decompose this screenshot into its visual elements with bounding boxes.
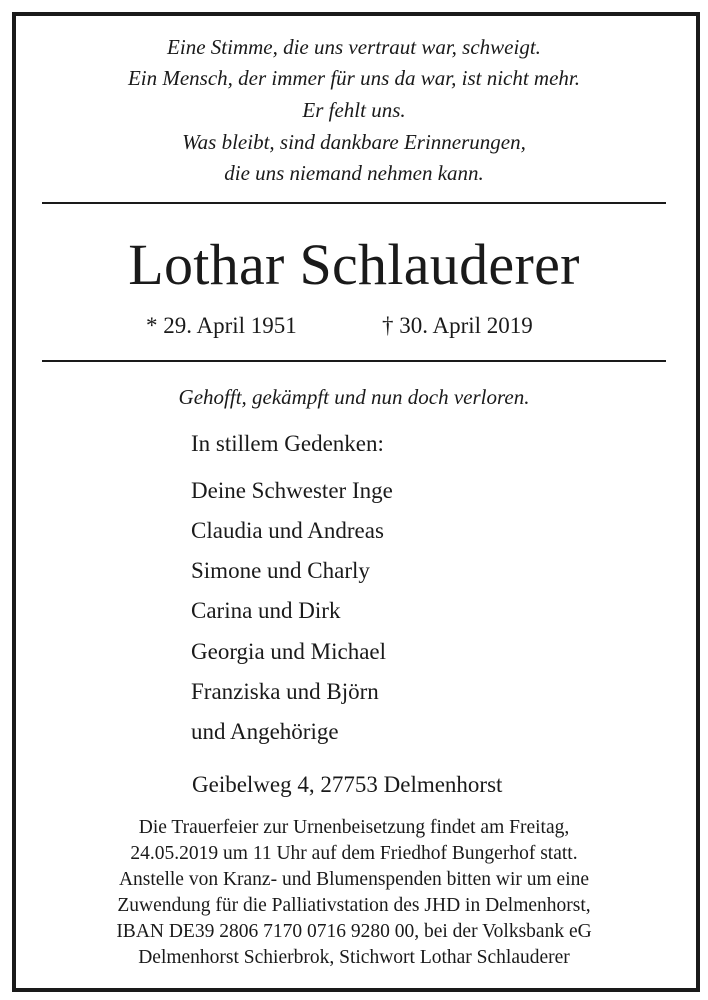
poem-line: Ein Mensch, der immer für uns da war, ist nicht mehr.: [127, 66, 581, 90]
notice-line: Die Trauerfeier zur Urnenbeisetzung findet am Freitag,: [138, 817, 570, 838]
deceased-name: Lothar Schlauderer: [128, 232, 580, 297]
notice-line: Zuwendung für die Palliativstation des JHD in Delmenhorst,: [117, 895, 591, 916]
divider-top: [42, 202, 666, 204]
notice-line: Delmenhorst Schierbrok, Stichwort Lothar Schlauderer: [138, 947, 570, 968]
poem-line: Was bleibt, sind dankbare Erinnerungen,: [182, 130, 526, 154]
mourner-name: und Angehörige: [191, 719, 339, 744]
mourner-name: Carina und Dirk: [191, 598, 341, 623]
mourner-name: Deine Schwester Inge: [191, 478, 393, 503]
poem-line: Er fehlt uns.: [302, 98, 406, 122]
mourners-heading: In stillem Gedenken:: [191, 431, 384, 456]
birth-date: * 29. April 1951: [146, 313, 297, 338]
divider-bottom: [42, 360, 666, 362]
notice-line: IBAN DE39 2806 7170 0716 9280 00, bei der Volksbank eG: [116, 921, 592, 942]
notice-line: 24.05.2019 um 11 Uhr auf dem Friedhof Bungerhof statt.: [130, 843, 578, 864]
notice-line: Anstelle von Kranz- und Blumenspenden bitten wir um eine: [118, 869, 590, 890]
poem-line: Eine Stimme, die uns vertraut war, schweigt.: [167, 35, 541, 59]
address: Geibelweg 4, 27753 Delmenhorst: [192, 772, 503, 797]
motto: Gehofft, gekämpft und nun doch verloren.: [178, 385, 530, 409]
death-date: † 30. April 2019: [382, 313, 533, 338]
mourner-name: Claudia und Andreas: [191, 518, 384, 543]
mourner-name: Georgia und Michael: [191, 639, 387, 664]
mourner-name: Simone und Charly: [191, 558, 370, 583]
mourner-name: Franziska und Björn: [191, 679, 379, 704]
poem-line: die uns niemand nehmen kann.: [224, 161, 484, 185]
